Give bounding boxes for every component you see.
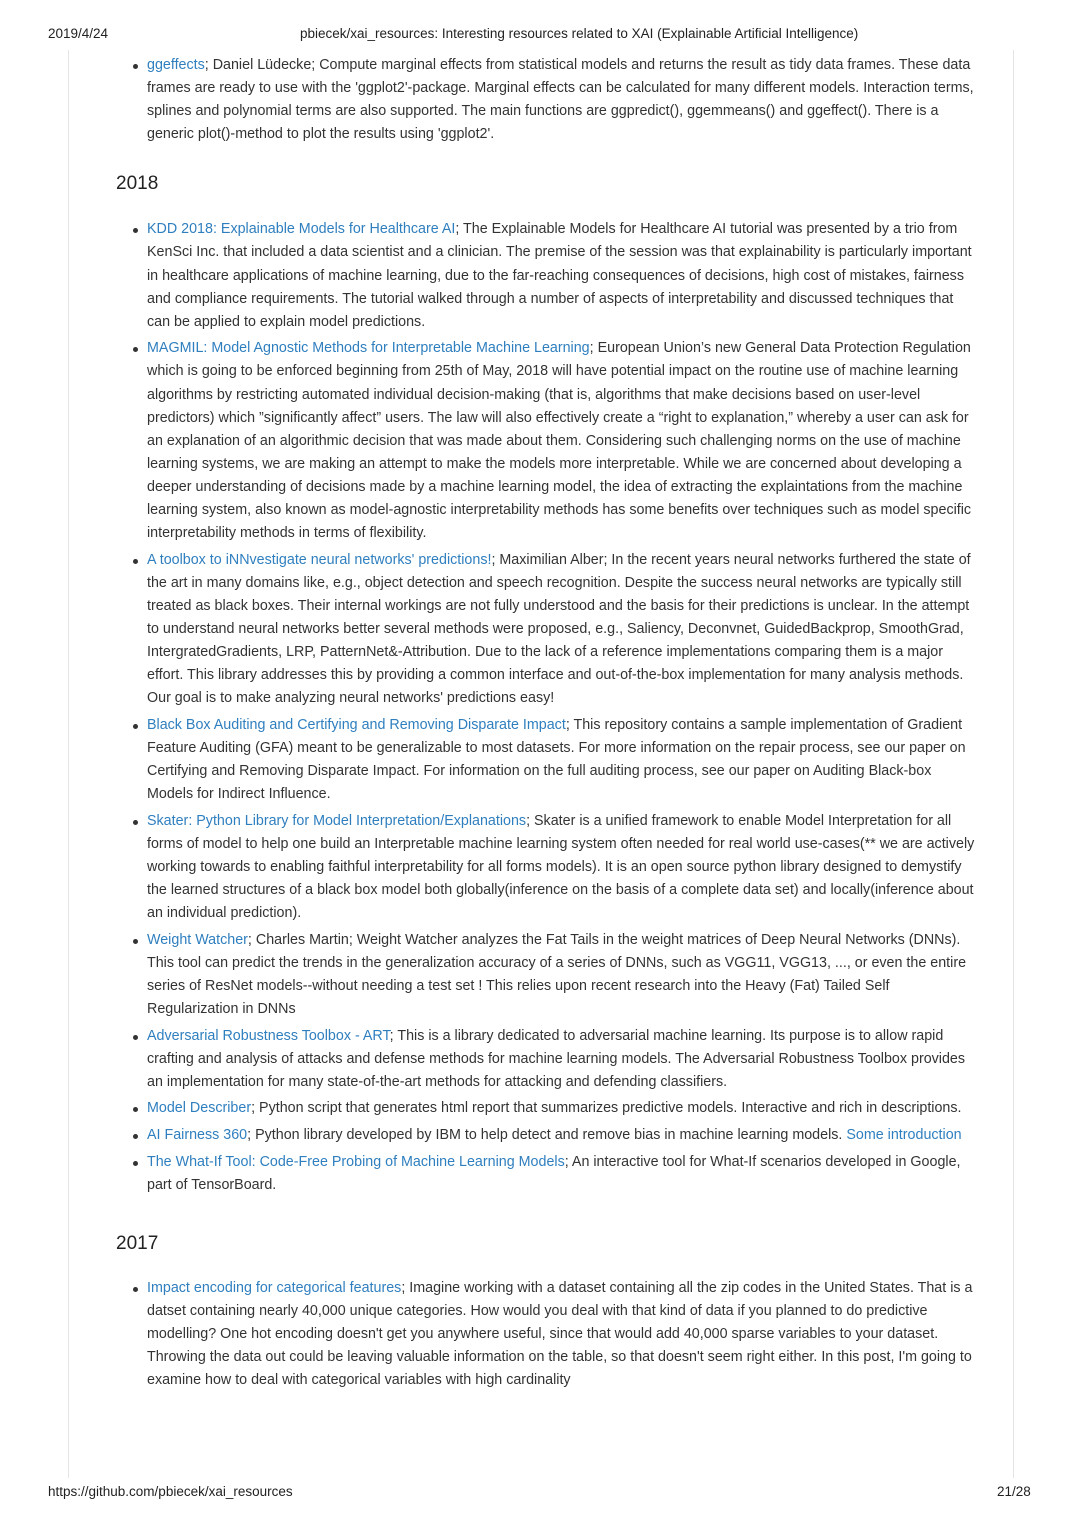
list-item bbox=[147, 54, 977, 146]
resource-description: ; This repository contains a sample implementation of Gradient Feature Auditing (GFA) meant to be generalizable to most datasets. For more information on the repair process, see our paper on Certifying and Removing Disparate Impact. For information on the full auditing process, see our paper on Auditing Black-box Models for Indirect Influence. bbox=[147, 716, 966, 803]
sections bbox=[69, 173, 1013, 1392]
print-date: 2019/4/24 bbox=[48, 26, 109, 41]
list-item bbox=[147, 810, 977, 925]
readme-content bbox=[68, 50, 1014, 1478]
list-item bbox=[147, 1025, 977, 1094]
resource-link[interactable]: AI Fairness 360 bbox=[147, 1126, 248, 1143]
list-item bbox=[147, 1151, 977, 1197]
resource-description: ; This is a library dedicated to adversarial machine learning. Its purpose is to allow rapid crafting and analysis of attacks and defense methods for machine learning models. The Adversarial Robustness Toolbox provides an implementation for many state-of-the-art methods for attacking and defending classifiers. bbox=[147, 1027, 966, 1090]
list-item bbox=[147, 1277, 977, 1392]
list-item bbox=[147, 1097, 977, 1120]
resource-link[interactable]: Weight Watcher bbox=[147, 931, 248, 948]
list-item bbox=[147, 929, 977, 1021]
resource-link[interactable]: Model Describer bbox=[147, 1100, 252, 1117]
resource-link[interactable]: KDD 2018: Explainable Models for Healthcare AI bbox=[147, 221, 456, 238]
list-item bbox=[147, 218, 977, 333]
resource-link[interactable]: The What-If Tool: Code-Free Probing of Machine Learning Models bbox=[147, 1153, 565, 1170]
resource-description: ; Skater is a unified framework to enable Model Interpretation for all forms of model to help one build an Interpretable machine learning system often needed for real world use-cases(** we are actively working towards to enabling faithful interpretability for all forms models). It is an open source python library designed to demystify the learned structures of a black box model both globally(inference on the basis of a complete data set) and locally(inference about an individual prediction). bbox=[147, 812, 975, 922]
resource-description: ; European Union’s new General Data Protection Regulation which is going to be enforced beginning from 25th of May, 2018 will have potential impact on the routine use of machine learning algorithms by restricting automated individual decision-making (that is, algorithms that make decisions based on user-level predictors) which ”significantly affect” users. The law will also effectively create a “right to explanation,” whereby a user can ask for an explanation of an algorithmic decision that was made about them. Considering such challenging norms on the use of machine learning systems, we are making an attempt to make the models more interpretable. While we are concerned about developing a deeper understanding of decisions made by a machine learning model, the idea of extracting the explaintations from the machine learning system, also known as model-agnostic interpretability methods has some benefits over techniques such as model specific interpretability methods in terms of flexibility. bbox=[147, 340, 972, 542]
top-list bbox=[69, 54, 977, 146]
page-number: 21/28 bbox=[997, 1484, 1031, 1499]
resource-link[interactable]: Impact encoding for categorical features bbox=[147, 1279, 402, 1296]
resource-description: ; Imagine working with a dataset containing all the zip codes in the United States. That is a datset containing nearly 40,000 unique categories. How would you deal with that kind of data if you planned to do predictive modelling? One hot encoding doesn't get you anywhere useful, since that would add 40,000 sparse variables to your dataset. Throwing the data out could be leaving valuable information on the table, so that doesn't seem right either. In this post, I'm going to examine how to deal with categorical variables with high cardinality bbox=[147, 1279, 973, 1389]
year-heading: 2017 bbox=[116, 1232, 159, 1254]
list-item bbox=[147, 1124, 977, 1147]
resource-link[interactable]: ggeffects bbox=[147, 57, 205, 73]
resource-description: ; Charles Martin; Weight Watcher analyzes the Fat Tails in the weight matrices of Deep Neural Networks (DNNs). This tool can predict the trends in the generalization accuracy of a series of DNNs, such as VGG11, VGG13, ..., or even the entire series of ResNet models--without needing a test set ! This relies upon recent research into the Heavy (Fat) Tailed Self Regularization in DNNs bbox=[147, 931, 967, 1017]
resource-list bbox=[69, 218, 977, 1196]
resource-description: ; Python library developed by IBM to help detect and remove bias in machine learning models. bbox=[247, 1126, 847, 1143]
resource-link[interactable]: Adversarial Robustness Toolbox - ART bbox=[147, 1027, 390, 1044]
list-item bbox=[147, 714, 977, 806]
print-title: pbiecek/xai_resources: Interesting resources related to XAI (Explainable Artificial Intelligence) bbox=[300, 26, 859, 41]
resource-description: ; Daniel Lüdecke; Compute marginal effects from statistical models and returns the result as tidy data frames. These data frames are ready to use with the 'ggplot2'-package. Marginal effects can be calculated for many different models. Interaction terms, splines and polynomial terms are also supported. The main functions are ggpredict(), ggemmeans() and ggeffect(). There is a generic plot()-method to plot the results using 'ggplot2'. bbox=[147, 57, 974, 143]
resource-description: ; Maximilian Alber; In the recent years neural networks furthered the state of the art in many domains like, e.g., object detection and speech recognition. Despite the success neural networks are typically still treated as black boxes. Their internal workings are not fully understood and the basis for their predictions is unclear. In the attempt to understand neural networks better several methods were proposed, e.g., Saliency, Deconvnet, GuidedBackprop, SmoothGrad, IntergratedGradients, LRP, PatternNet&-Attribution. Due to the lack of a reference implementations comparing them is a major effort. This library addresses this by providing a common interface and out-of-the-box implementation for many analysis methods. Our goal is to make analyzing neural networks' predictions easy! bbox=[147, 551, 971, 707]
resource-description: ; Python script that generates html report that summarizes predictive models. Interactive and rich in descriptions. bbox=[251, 1100, 962, 1117]
resource-link[interactable]: A toolbox to iNNvestigate neural networks' predictions! bbox=[147, 551, 492, 568]
list-item bbox=[147, 549, 977, 711]
extra-link[interactable]: Some introduction bbox=[846, 1126, 962, 1143]
resource-link[interactable]: MAGMIL: Model Agnostic Methods for Interpretable Machine Learning bbox=[147, 340, 590, 357]
footer-url: https://github.com/pbiecek/xai_resources bbox=[48, 1484, 293, 1499]
resource-link[interactable]: Skater: Python Library for Model Interpretation/Explanations bbox=[147, 812, 527, 829]
resource-link[interactable]: Black Box Auditing and Certifying and Removing Disparate Impact bbox=[147, 716, 566, 733]
resource-description: ; An interactive tool for What-If scenarios developed in Google, part of TensorBoard. bbox=[147, 1153, 961, 1193]
resource-list bbox=[69, 1277, 977, 1392]
year-heading: 2018 bbox=[116, 173, 159, 195]
list-item bbox=[147, 337, 977, 545]
resource-description: ; The Explainable Models for Healthcare AI tutorial was presented by a trio from KenSci Inc. that included a data scientist and a clinician. The premise of the session was that explainability is particularly important in healthcare applications of machine learning, due to the far-reaching consequences of decisions, high cost of mistakes, fairness and compliance requirements. The tutorial walked through a number of aspects of interpretability and discussed techniques that can be applied to explain model predictions. bbox=[147, 221, 972, 330]
